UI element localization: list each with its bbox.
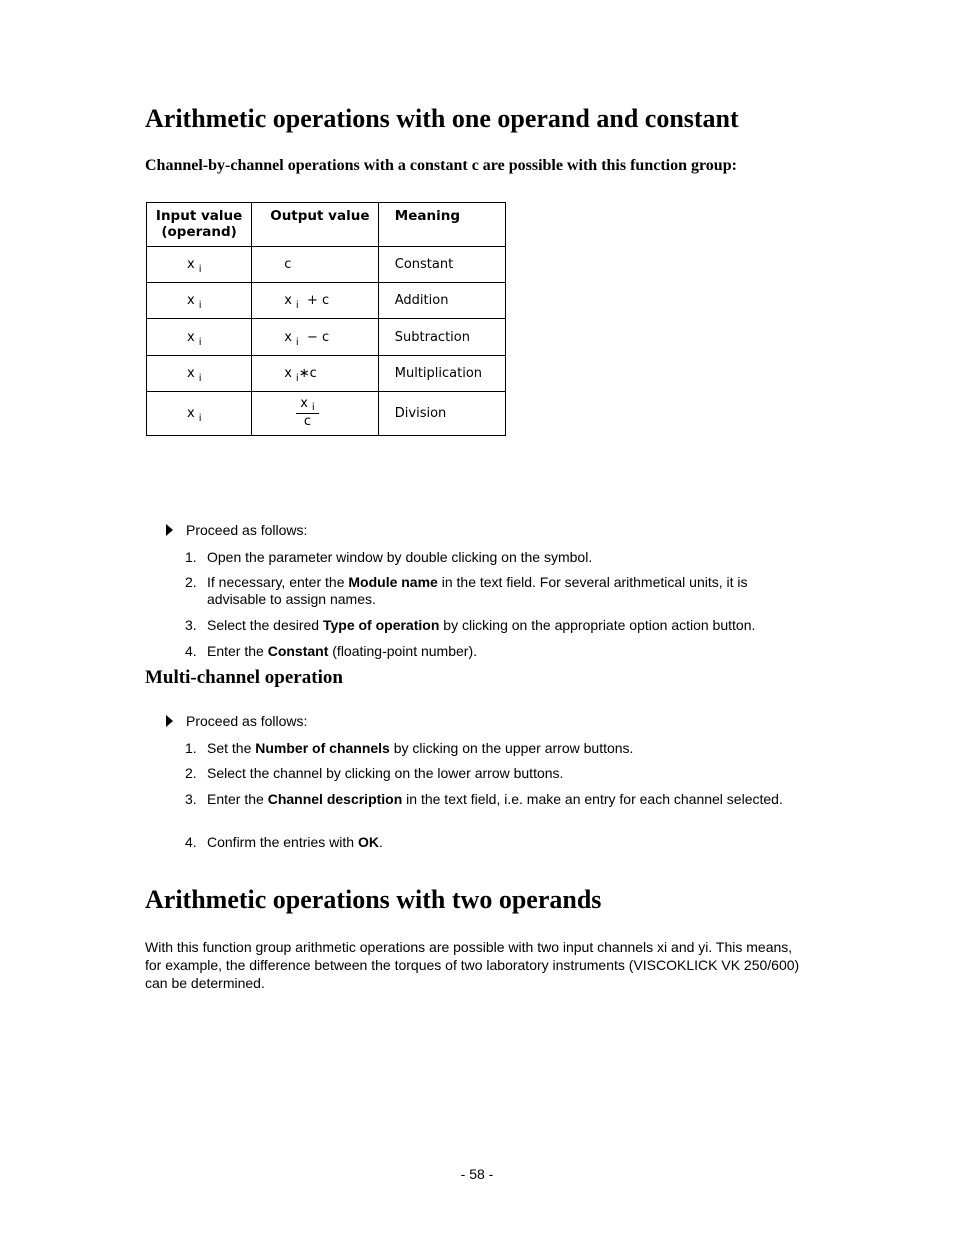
header-input-value <box>147 203 252 247</box>
header-input-line2: (operand) <box>161 224 237 240</box>
cell-output: c <box>252 247 379 283</box>
cell-input: x $_i$ <box>147 283 252 319</box>
table-row <box>147 247 506 283</box>
list-item: 4. Enter the Constant (floating-point number). <box>185 643 478 659</box>
table-row <box>147 355 506 391</box>
cell-output: x $_i$ − c <box>252 319 379 355</box>
cell-output: x $_i$∗c <box>252 355 379 391</box>
list-item: 2. If necessary, enter the Module name in the text field. For several arithmetical units, it is advisable to assign names. <box>185 574 748 607</box>
table-row <box>147 319 506 355</box>
page-number: - 58 - <box>460 1166 494 1182</box>
cell-meaning: Multiplication <box>378 355 505 391</box>
list-item: 1. Open the parameter window by double clicking on the symbol. <box>185 549 593 565</box>
header-meaning: Meaning <box>378 203 505 247</box>
list-item: 1. Set the Number of channels by clicking on the upper arrow buttons. <box>185 740 634 756</box>
section-intro: Channel-by-channel operations with a constant c are possible with this function group: <box>145 157 737 174</box>
cell-meaning: Addition <box>378 283 505 319</box>
cell-meaning: Constant <box>378 247 505 283</box>
cell-meaning: Division <box>378 391 505 435</box>
section-title-two-operands: Arithmetic operations with two operands <box>145 885 602 914</box>
cell-input: x $_i$ <box>147 391 252 435</box>
list-item: 2. Select the channel by clicking on the lower arrow buttons. <box>185 765 564 781</box>
cell-output: x $_i$ + c <box>252 283 379 319</box>
table-header-row <box>147 203 506 247</box>
cell-input: x $_i$ <box>147 355 252 391</box>
triangle-right-icon <box>166 715 173 727</box>
list-item: 3. Enter the Channel description in the text field, i.e. make an entry for each channel selected. <box>185 791 783 807</box>
proceed-lead: Proceed as follows: <box>166 713 307 729</box>
header-input-line1: Input value <box>155 208 243 224</box>
list-item: 4. Confirm the entries with OK. <box>185 834 383 850</box>
header-output-value: Output value <box>252 203 379 247</box>
list-item: 3. Select the desired Type of operation by clicking on the appropriate option action button. <box>185 617 756 633</box>
table-row <box>147 283 506 319</box>
subsection-title-multichannel: Multi-channel operation <box>145 667 343 688</box>
section-body: With this function group arithmetic operations are possible with two input channels xi and yi. This means, for example, the difference between the torques of two laboratory instruments (VISCOKLICK VK 250/600) can be determined. <box>145 939 800 991</box>
cell-meaning: Subtraction <box>378 319 505 355</box>
operations-table <box>146 202 506 436</box>
cell-input: x $_i$ <box>147 247 252 283</box>
triangle-right-icon <box>166 524 173 536</box>
proceed-lead: Proceed as follows: <box>166 522 307 538</box>
table-row <box>147 391 506 435</box>
cell-output-fraction: $\frac{x _i}{c}$ <box>252 391 379 435</box>
section-title-one-operand: Arithmetic operations with one operand and constant <box>145 104 739 133</box>
cell-input: x $_i$ <box>147 319 252 355</box>
